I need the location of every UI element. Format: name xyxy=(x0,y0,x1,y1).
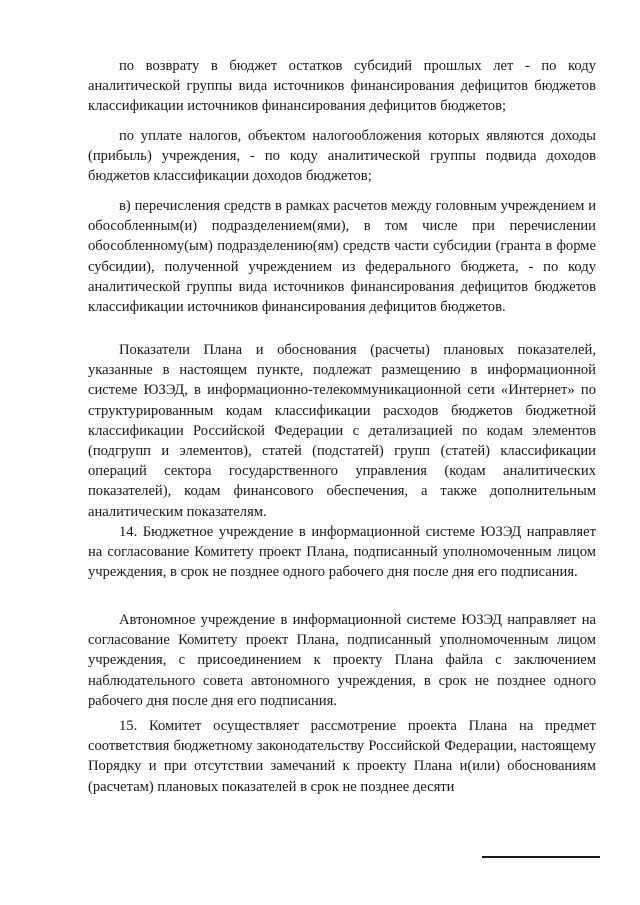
paragraph-plan-indicators: Показатели Плана и обоснования (расчеты) плановых показателей, указанные в настоящем пункте, подлежат размещению в информационной системе ЮЗЭД, в информационно-телекоммуникационной сети «Интернет» по структурированным кодам классификации расходов бюджетов бюджетной классификации Российской Федерации с детализацией по кодам элементов (подгрупп и элементов), статей (подстатей) групп (статей) классификации операций сектора государственного управления (кодам аналитических показателей), кодам финансового обеспечения, а также дополнительным аналитическим показателям. xyxy=(88,342,596,520)
paragraph-item-14: 14. Бюджетное учреждение в информационной системе ЮЗЭД направляет на согласование Комитету проект Плана, подписанный уполномоченным лицом учреждения, в срок не позднее одного рабочего дня после дня его подписания. xyxy=(88,524,596,581)
paragraph-subsidy-return: по возврату в бюджет остатков субсидий прошлых лет - по коду аналитической группы вида источников финансирования дефицитов бюджетов классификации источников финансирования дефицитов бюджетов; xyxy=(88,58,596,115)
paragraph-autonomous-institution: Автономное учреждение в информационной системе ЮЗЭД направляет на согласование Комитету проект Плана, подписанный уполномоченным лицом учреждения, с присоединением к проекту Плана файла с заключением наблюдательного совета автономного учреждения, в срок не позднее одного рабочего дня после дня его подписания. xyxy=(88,612,596,709)
paragraph-transfers: в) перечисления средств в рамках расчетов между головным учреждением и обособленным(и) подразделением(ями), в том числе при перечислении обособленному(ым) подразделению(ям) средств части субсидии (гранта в форме субсидии), полученной учреждением из федерального бюджета, - по коду аналитической группы вида источников финансирования дефицитов бюджетов классификации источников финансирования дефицитов бюджетов. xyxy=(88,198,596,316)
paragraph-item-15: 15. Комитет осуществляет рассмотрение проекта Плана на предмет соответствия бюджетному законодательству Российской Федерации, настоящему Порядку и при отсутствии замечаний к проекту Плана и(или) обоснованиям (расчетам) плановых показателей в срок не позднее десяти xyxy=(88,718,596,795)
paragraph-tax-payment: по уплате налогов, объектом налогообложения которых являются доходы (прибыль) учреждения, - по коду аналитической группы подвида доходов бюджетов классификации доходов бюджетов; xyxy=(88,128,596,185)
footer-rule xyxy=(482,856,600,858)
